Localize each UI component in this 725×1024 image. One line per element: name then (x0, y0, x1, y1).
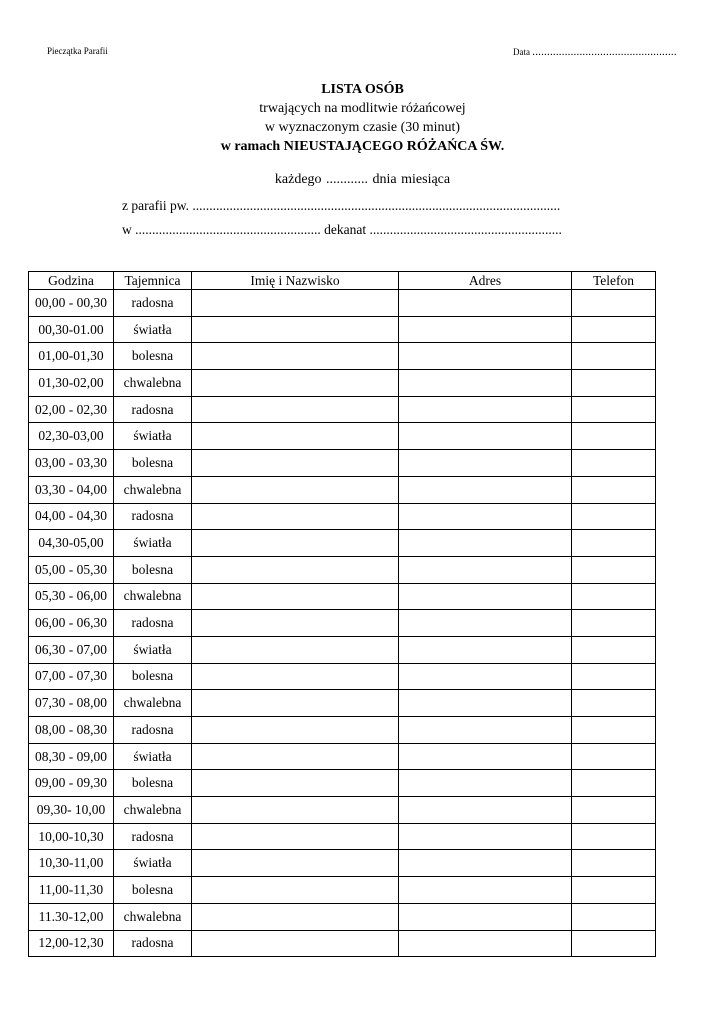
address-entry-cell[interactable] (399, 797, 572, 824)
name-entry-cell[interactable] (192, 370, 399, 397)
header-phone: Telefon (572, 272, 656, 290)
table-row (29, 556, 656, 583)
phone-entry-cell[interactable] (572, 290, 656, 317)
phone-entry-cell[interactable] (572, 903, 656, 930)
name-entry-cell[interactable] (192, 396, 399, 423)
table-row (29, 823, 656, 850)
mystery-cell: radosna (114, 290, 192, 317)
name-entry-cell[interactable] (192, 717, 399, 744)
time-cell: 07,30 - 08,00 (29, 690, 114, 717)
table-row (29, 290, 656, 317)
phone-entry-cell[interactable] (572, 877, 656, 904)
time-cell: 11,00-11,30 (29, 877, 114, 904)
time-cell: 03,30 - 04,00 (29, 476, 114, 503)
time-cell: 03,00 - 03,30 (29, 450, 114, 477)
phone-entry-cell[interactable] (572, 423, 656, 450)
time-cell: 01,30-02,00 (29, 370, 114, 397)
mystery-cell: chwalebna (114, 797, 192, 824)
header-time: Godzina (29, 272, 114, 290)
phone-entry-cell[interactable] (572, 850, 656, 877)
name-entry-cell[interactable] (192, 343, 399, 370)
table-row (29, 423, 656, 450)
mystery-cell: radosna (114, 503, 192, 530)
table-row (29, 370, 656, 397)
mystery-cell: radosna (114, 610, 192, 637)
phone-entry-cell[interactable] (572, 343, 656, 370)
phone-entry-cell[interactable] (572, 450, 656, 477)
name-entry-cell[interactable] (192, 636, 399, 663)
name-entry-cell[interactable] (192, 823, 399, 850)
address-entry-cell[interactable] (399, 663, 572, 690)
address-entry-cell[interactable] (399, 503, 572, 530)
date-dots: ................................................. (532, 46, 677, 58)
phone-entry-cell[interactable] (572, 690, 656, 717)
title-line-2: trwających na modlitwie różańcowej (259, 101, 466, 116)
address-entry-cell[interactable] (399, 930, 572, 957)
phone-entry-cell[interactable] (572, 663, 656, 690)
phone-entry-cell[interactable] (572, 370, 656, 397)
time-cell: 08,00 - 08,30 (29, 717, 114, 744)
time-cell: 12,00-12,30 (29, 930, 114, 957)
address-entry-cell[interactable] (399, 556, 572, 583)
table-row (29, 690, 656, 717)
mystery-cell: bolesna (114, 770, 192, 797)
time-cell: 06,30 - 07,00 (29, 636, 114, 663)
address-entry-cell[interactable] (399, 530, 572, 557)
address-entry-cell[interactable] (399, 717, 572, 744)
mystery-cell: radosna (114, 396, 192, 423)
address-entry-cell[interactable] (399, 370, 572, 397)
address-entry-cell[interactable] (399, 343, 572, 370)
table-row (29, 930, 656, 957)
name-entry-cell[interactable] (192, 610, 399, 637)
address-entry-cell[interactable] (399, 423, 572, 450)
phone-entry-cell[interactable] (572, 530, 656, 557)
name-entry-cell[interactable] (192, 316, 399, 343)
table-row (29, 396, 656, 423)
mystery-cell: światła (114, 850, 192, 877)
name-entry-cell[interactable] (192, 450, 399, 477)
name-entry-cell[interactable] (192, 797, 399, 824)
mystery-cell: światła (114, 743, 192, 770)
address-entry-cell[interactable] (399, 690, 572, 717)
time-cell: 06,00 - 06,30 (29, 610, 114, 637)
phone-entry-cell[interactable] (572, 743, 656, 770)
time-cell: 05,00 - 05,30 (29, 556, 114, 583)
mystery-cell: chwalebna (114, 583, 192, 610)
name-entry-cell[interactable] (192, 530, 399, 557)
name-entry-cell[interactable] (192, 423, 399, 450)
mystery-cell: chwalebna (114, 903, 192, 930)
phone-entry-cell[interactable] (572, 930, 656, 957)
address-entry-cell[interactable] (399, 770, 572, 797)
location-line: w ....................................................... dekanat ......................................................... (122, 222, 562, 237)
address-entry-cell[interactable] (399, 823, 572, 850)
header-name: Imię i Nazwisko (192, 272, 399, 290)
address-entry-cell[interactable] (399, 743, 572, 770)
table-row (29, 797, 656, 824)
mystery-cell: bolesna (114, 556, 192, 583)
address-entry-cell[interactable] (399, 903, 572, 930)
phone-entry-cell[interactable] (572, 717, 656, 744)
mystery-cell: chwalebna (114, 476, 192, 503)
title-line-4: w ramach NIEUSTAJĄCEGO RÓŻAŃCA ŚW. (220, 139, 505, 154)
address-entry-cell[interactable] (399, 583, 572, 610)
phone-entry-cell[interactable] (572, 556, 656, 583)
name-entry-cell[interactable] (192, 663, 399, 690)
mystery-cell: radosna (114, 717, 192, 744)
mystery-cell: światła (114, 530, 192, 557)
address-entry-cell[interactable] (399, 610, 572, 637)
table-row (29, 743, 656, 770)
parish-stamp-label: Pieczątka Parafii (47, 46, 108, 56)
mystery-cell: chwalebna (114, 370, 192, 397)
phone-entry-cell[interactable] (572, 610, 656, 637)
mystery-cell: bolesna (114, 343, 192, 370)
schedule-line: każdego ............ dnia miesiąca (274, 172, 451, 187)
phone-entry-cell[interactable] (572, 503, 656, 530)
name-entry-cell[interactable] (192, 290, 399, 317)
time-cell: 10,00-10,30 (29, 823, 114, 850)
table-row (29, 877, 656, 904)
mystery-cell: chwalebna (114, 690, 192, 717)
table-row (29, 663, 656, 690)
table-row (29, 903, 656, 930)
table-row (29, 530, 656, 557)
time-cell: 07,00 - 07,30 (29, 663, 114, 690)
table-row (29, 717, 656, 744)
name-entry-cell[interactable] (192, 690, 399, 717)
mystery-cell: światła (114, 316, 192, 343)
mystery-cell: światła (114, 636, 192, 663)
time-cell: 09,00 - 09,30 (29, 770, 114, 797)
address-entry-cell[interactable] (399, 636, 572, 663)
mystery-cell: bolesna (114, 877, 192, 904)
time-cell: 00,30-01.00 (29, 316, 114, 343)
time-cell: 11.30-12,00 (29, 903, 114, 930)
mystery-cell: bolesna (114, 450, 192, 477)
table-row (29, 636, 656, 663)
parish-line: z parafii pw. ............................................................................................................. (122, 198, 561, 213)
mystery-cell: radosna (114, 930, 192, 957)
title-line-1: LISTA OSÓB (321, 82, 404, 97)
phone-entry-cell[interactable] (572, 636, 656, 663)
time-cell: 02,30-03,00 (29, 423, 114, 450)
phone-entry-cell[interactable] (572, 316, 656, 343)
address-entry-cell[interactable] (399, 476, 572, 503)
time-cell: 08,30 - 09,00 (29, 743, 114, 770)
time-cell: 04,00 - 04,30 (29, 503, 114, 530)
phone-entry-cell[interactable] (572, 476, 656, 503)
phone-entry-cell[interactable] (572, 396, 656, 423)
time-cell: 00,00 - 00,30 (29, 290, 114, 317)
mystery-cell: bolesna (114, 663, 192, 690)
name-entry-cell[interactable] (192, 877, 399, 904)
name-entry-cell[interactable] (192, 743, 399, 770)
title-line-3: w wyznaczonym czasie (30 minut) (264, 120, 461, 135)
table-row (29, 503, 656, 530)
table-row (29, 476, 656, 503)
prayer-schedule-table (28, 271, 656, 957)
table-row (29, 583, 656, 610)
table-row (29, 850, 656, 877)
document-title (0, 80, 725, 156)
date-field (513, 46, 677, 58)
address-entry-cell[interactable] (399, 396, 572, 423)
phone-entry-cell[interactable] (572, 797, 656, 824)
address-entry-cell[interactable] (399, 850, 572, 877)
table-row (29, 316, 656, 343)
name-entry-cell[interactable] (192, 850, 399, 877)
header-mystery: Tajemnica (114, 272, 192, 290)
phone-entry-cell[interactable] (572, 770, 656, 797)
address-entry-cell[interactable] (399, 290, 572, 317)
time-cell: 10,30-11,00 (29, 850, 114, 877)
name-entry-cell[interactable] (192, 930, 399, 957)
address-entry-cell[interactable] (399, 316, 572, 343)
table-row (29, 610, 656, 637)
time-cell: 01,00-01,30 (29, 343, 114, 370)
time-cell: 09,30- 10,00 (29, 797, 114, 824)
phone-entry-cell[interactable] (572, 823, 656, 850)
table-row (29, 770, 656, 797)
table-row (29, 343, 656, 370)
date-label: Data (513, 47, 530, 57)
time-cell: 05,30 - 06,00 (29, 583, 114, 610)
mystery-cell: światła (114, 423, 192, 450)
time-cell: 02,00 - 02,30 (29, 396, 114, 423)
name-entry-cell[interactable] (192, 903, 399, 930)
table-header-row (29, 272, 656, 290)
mystery-cell: radosna (114, 823, 192, 850)
name-entry-cell[interactable] (192, 770, 399, 797)
name-entry-cell[interactable] (192, 476, 399, 503)
name-entry-cell[interactable] (192, 503, 399, 530)
address-entry-cell[interactable] (399, 450, 572, 477)
phone-entry-cell[interactable] (572, 583, 656, 610)
address-entry-cell[interactable] (399, 877, 572, 904)
name-entry-cell[interactable] (192, 556, 399, 583)
time-cell: 04,30-05,00 (29, 530, 114, 557)
header-address: Adres (399, 272, 572, 290)
name-entry-cell[interactable] (192, 583, 399, 610)
table-row (29, 450, 656, 477)
